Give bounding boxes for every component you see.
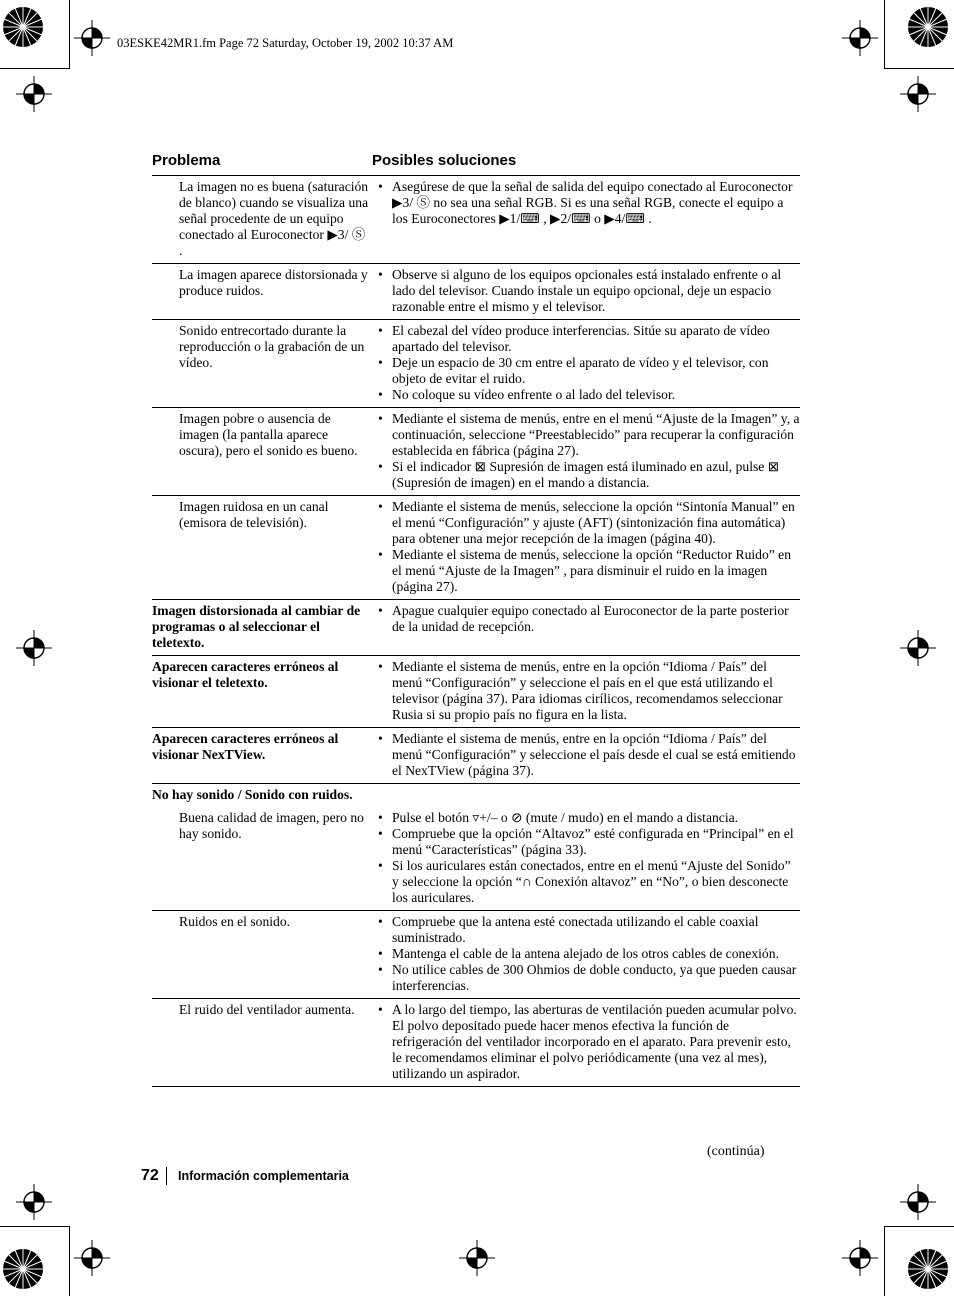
solution-item: • Asegúrese de que la señal de salida del equipo conectado al Euroconector ▶3/ Ⓢ no sea una señal RGB. Si es una señal RGB, conecte el equipo a los Euroconectores ▶1/⌨ , ▶2/⌨ o ▶4/⌨ . (392, 179, 800, 227)
solution-item: • Observe si alguno de los equipos opcionales está instalado enfrente o al lado del televisor. Cuando instale un equipo opcional, deje un espacio razonable entre el mismo y el televisor. (392, 267, 800, 315)
solutions-cell (376, 656, 800, 728)
problem-cell: Aparecen caracteres erróneos al visionar NexTView. (152, 728, 376, 784)
solutions-list (376, 1002, 800, 1082)
table-row (152, 408, 800, 496)
solutions-list (376, 323, 800, 403)
solution-item: • Compruebe que la opción “Altavoz” esté configurada en “Principal” en el menú “Características” (página 33). (392, 826, 800, 858)
footer-section-title: Información complementaria (178, 1169, 349, 1183)
registration-mark-icon (74, 20, 110, 56)
solutions-list (376, 499, 800, 595)
crop-mark (0, 1226, 70, 1227)
solutions-list (376, 179, 800, 227)
table-row (152, 999, 800, 1087)
table-row (152, 807, 800, 911)
column-header-solutions: Posibles soluciones (372, 152, 517, 169)
solutions-list (376, 810, 800, 906)
registration-mark-icon (842, 20, 878, 56)
solutions-list (376, 731, 800, 779)
solution-item: • El cabezal del vídeo produce interferencias. Sitúe su aparato de vídeo apartado del televisor. (392, 323, 800, 355)
problem-cell: Imagen distorsionada al cambiar de programas o al seleccionar el teletexto. (152, 600, 376, 656)
solutions-cell (376, 911, 800, 999)
solutions-list (376, 659, 800, 723)
solution-item: • No utilice cables de 300 Ohmios de doble conducto, ya que pueden causar interferencias. (392, 962, 800, 994)
solution-item: • No coloque su vídeo enfrente o al lado del televisor. (392, 387, 800, 403)
registration-mark-icon (900, 630, 936, 666)
registration-mark-icon (16, 630, 52, 666)
solution-item: • Si los auriculares están conectados, entre en el menú “Ajuste del Sonido” y seleccione la opción “∩ Conexión altavoz” en “No”, o bien desconecte los auriculares. (392, 858, 800, 906)
solutions-cell (376, 264, 800, 320)
crop-mark (884, 1226, 954, 1227)
solution-item: • Mediante el sistema de menús, seleccione la opción “Sintonía Manual” en el menú “Configuración” y ajuste (AFT) (sintonización fina automática) para obtener una mejor recepción de la imagen (página 40). (392, 499, 800, 547)
crop-mark (0, 68, 70, 69)
solution-item: • Mediante el sistema de menús, entre en la opción “Idioma / País” del menú “Configuración” y seleccione el país en el que está utilizando el televisor (página 37). Para idiomas cirílicos, recomendamos seleccionar Rusia si su propio país no figura en la lista. (392, 659, 800, 723)
solutions-cell (376, 807, 800, 911)
page-number: 72 (141, 1167, 159, 1184)
solutions-cell (376, 176, 800, 264)
table-row (152, 264, 800, 320)
solution-item: • A lo largo del tiempo, las aberturas de ventilación pueden acumular polvo. El polvo depositado puede hacer menos efectiva la función de refrigeración del ventilador incorporado en el aparato. Para prevenir esto, le recomendamos eliminar el polvo periódicamente (una vez al mes), utilizando un aspirador. (392, 1002, 800, 1082)
solutions-cell (376, 999, 800, 1087)
problem-cell: Imagen pobre o ausencia de imagen (la pantalla aparece oscura), pero el sonido es bueno. (152, 408, 376, 496)
troubleshooting-table (152, 175, 800, 1087)
table-row (152, 784, 800, 808)
solution-item: • Pulse el botón ▿+/– o ⊘ (mute / mudo) en el mando a distancia. (392, 810, 800, 826)
table-row (152, 911, 800, 999)
table-row (152, 600, 800, 656)
file-info-header: 03ESKE42MR1.fm Page 72 Saturday, October 19, 2002 10:37 AM (117, 36, 454, 50)
solutions-cell (376, 728, 800, 784)
crop-mark (69, 0, 70, 69)
solution-item: • Si el indicador ⊠ Supresión de imagen está iluminado en azul, pulse ⊠ (Supresión de imagen) en el mando a distancia. (392, 459, 800, 491)
solutions-list (376, 411, 800, 491)
star-target-icon (0, 4, 46, 55)
registration-mark-icon (900, 1184, 936, 1220)
problem-cell: No hay sonido / Sonido con ruidos. (152, 784, 376, 808)
registration-mark-icon (74, 1240, 110, 1276)
problem-cell: La imagen aparece distorsionada y produce ruidos. (152, 264, 376, 320)
crop-mark (69, 1226, 70, 1296)
solutions-cell (376, 600, 800, 656)
crop-mark (884, 68, 954, 69)
table-row (152, 176, 800, 264)
solution-item: • Compruebe que la antena esté conectada utilizando el cable coaxial suministrado. (392, 914, 800, 946)
table-row (152, 320, 800, 408)
column-header-problem: Problema (152, 152, 221, 169)
table-row (152, 496, 800, 600)
registration-mark-icon (16, 1184, 52, 1220)
solutions-cell (376, 784, 800, 808)
star-target-icon (0, 1246, 46, 1297)
solution-item: • Mediante el sistema de menús, entre en la opción “Idioma / País” del menú “Configuración” y seleccione el país desde el cual se está emitiendo el NexTView (página 37). (392, 731, 800, 779)
table-row (152, 656, 800, 728)
solution-item: • Mantenga el cable de la antena alejado de los otros cables de conexión. (392, 946, 800, 962)
footer-divider (166, 1167, 167, 1185)
problem-cell: Aparecen caracteres erróneos al visionar el teletexto. (152, 656, 376, 728)
registration-mark-icon (900, 76, 936, 112)
registration-mark-icon (842, 1240, 878, 1276)
solutions-list (376, 267, 800, 315)
solution-item: • Mediante el sistema de menús, seleccione la opción “Reductor Ruido” en el menú “Ajuste de la Imagen” , para disminuir el ruido en la imagen (página 27). (392, 547, 800, 595)
solution-item: • Apague cualquier equipo conectado al Euroconector de la parte posterior de la unidad de recepción. (392, 603, 800, 635)
star-target-icon (905, 4, 951, 55)
continued-note: (continúa) (707, 1144, 765, 1159)
solutions-list (376, 603, 800, 635)
problem-cell: Imagen ruidosa en un canal (emisora de televisión). (152, 496, 376, 600)
problem-cell: Ruidos en el sonido. (152, 911, 376, 999)
problem-cell: El ruido del ventilador aumenta. (152, 999, 376, 1087)
crop-mark (884, 1226, 885, 1296)
solution-item: • Mediante el sistema de menús, entre en el menú “Ajuste de la Imagen” y, a continuación, seleccione “Preestablecido” para recuperar la configuración establecida en fábrica (página 27). (392, 411, 800, 459)
crop-mark (884, 0, 885, 69)
table-row (152, 728, 800, 784)
registration-mark-icon (459, 1240, 495, 1276)
solutions-cell (376, 408, 800, 496)
star-target-icon (905, 1246, 951, 1297)
solutions-cell (376, 320, 800, 408)
solution-item: • Deje un espacio de 30 cm entre el aparato de vídeo y el televisor, con objeto de evitar el ruido. (392, 355, 800, 387)
registration-mark-icon (16, 76, 52, 112)
problem-cell: Buena calidad de imagen, pero no hay sonido. (179, 810, 364, 841)
solutions-list (376, 914, 800, 994)
problem-cell: La imagen no es buena (saturación de blanco) cuando se visualiza una señal procedente de un equipo conectado al Euroconector ▶3/ Ⓢ . (152, 176, 376, 264)
problem-cell: Sonido entrecortado durante la reproducción o la grabación de un vídeo. (152, 320, 376, 408)
solutions-cell (376, 496, 800, 600)
